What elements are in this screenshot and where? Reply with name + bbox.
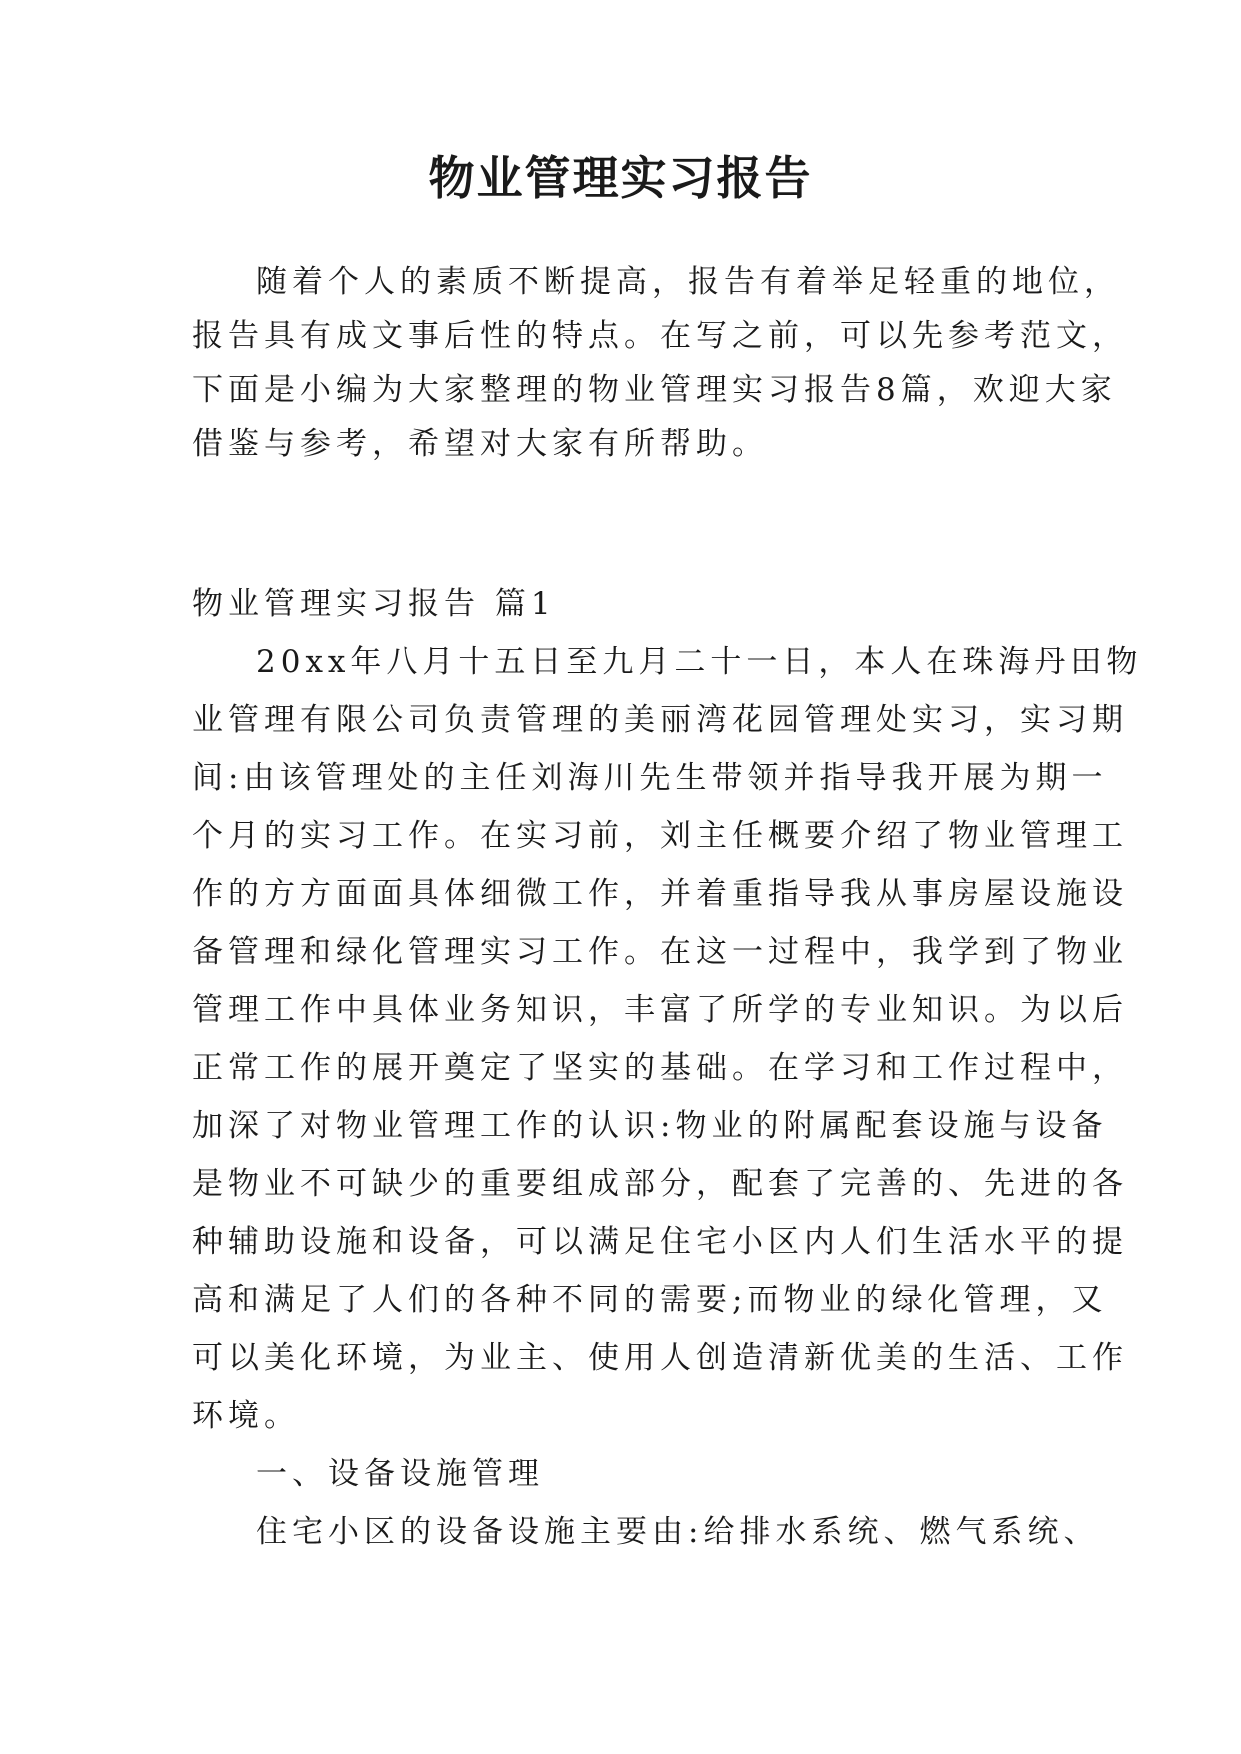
paragraph-line: 种辅助设施和设备，可以满足住宅小区内人们生活水平的提 [192, 1224, 1128, 1260]
intro-line: 下面是小编为大家整理的物业管理实习报告8篇，欢迎大家 [192, 372, 1117, 408]
intro-line: 借鉴与参考，希望对大家有所帮助。 [192, 426, 768, 462]
paragraph-line: 间:由该管理处的主任刘海川先生带领并指导我开展为期一 [192, 760, 1108, 796]
paragraph-line: 业管理有限公司负责管理的美丽湾花园管理处实习，实习期 [192, 702, 1128, 738]
section-heading-text: 物业管理实习报告 篇1 [192, 586, 556, 622]
paragraph-line: 住宅小区的设备设施主要由:给排水系统、燃气系统、 [256, 1514, 1100, 1550]
paragraph-line: 加深了对物业管理工作的认识:物业的附属配套设施与设备 [192, 1108, 1108, 1144]
paragraph-line: 是物业不可缺少的重要组成部分，配套了完善的、先进的各 [192, 1166, 1128, 1202]
paragraph-line: 可以美化环境，为业主、使用人创造清新优美的生活、工作 [192, 1340, 1128, 1376]
paragraph-line: 环境。 [192, 1398, 300, 1434]
subheading-text: 一、设备设施管理 [256, 1456, 544, 1492]
paragraph-line: 备管理和绿化管理实习工作。在这一过程中，我学到了物业 [192, 934, 1128, 970]
paragraph-line: 正常工作的展开奠定了坚实的基础。在学习和工作过程中， [192, 1050, 1128, 1086]
paragraph-line: 管理工作中具体业务知识，丰富了所学的专业知识。为以后 [192, 992, 1128, 1028]
intro-line: 随着个人的素质不断提高，报告有着举足轻重的地位， [256, 264, 1120, 300]
paragraph-line: 20xx年八月十五日至九月二十一日，本人在珠海丹田物 [256, 644, 1143, 680]
paragraph-line: 高和满足了人们的各种不同的需要;而物业的绿化管理，又 [192, 1282, 1108, 1318]
document-title: 物业管理实习报告 [428, 151, 813, 205]
paragraph-line: 个月的实习工作。在实习前，刘主任概要介绍了物业管理工 [192, 818, 1128, 854]
paragraph-line: 作的方方面面具体细微工作，并着重指导我从事房屋设施设 [192, 876, 1128, 912]
intro-line: 报告具有成文事后性的特点。在写之前，可以先参考范文， [192, 318, 1128, 354]
